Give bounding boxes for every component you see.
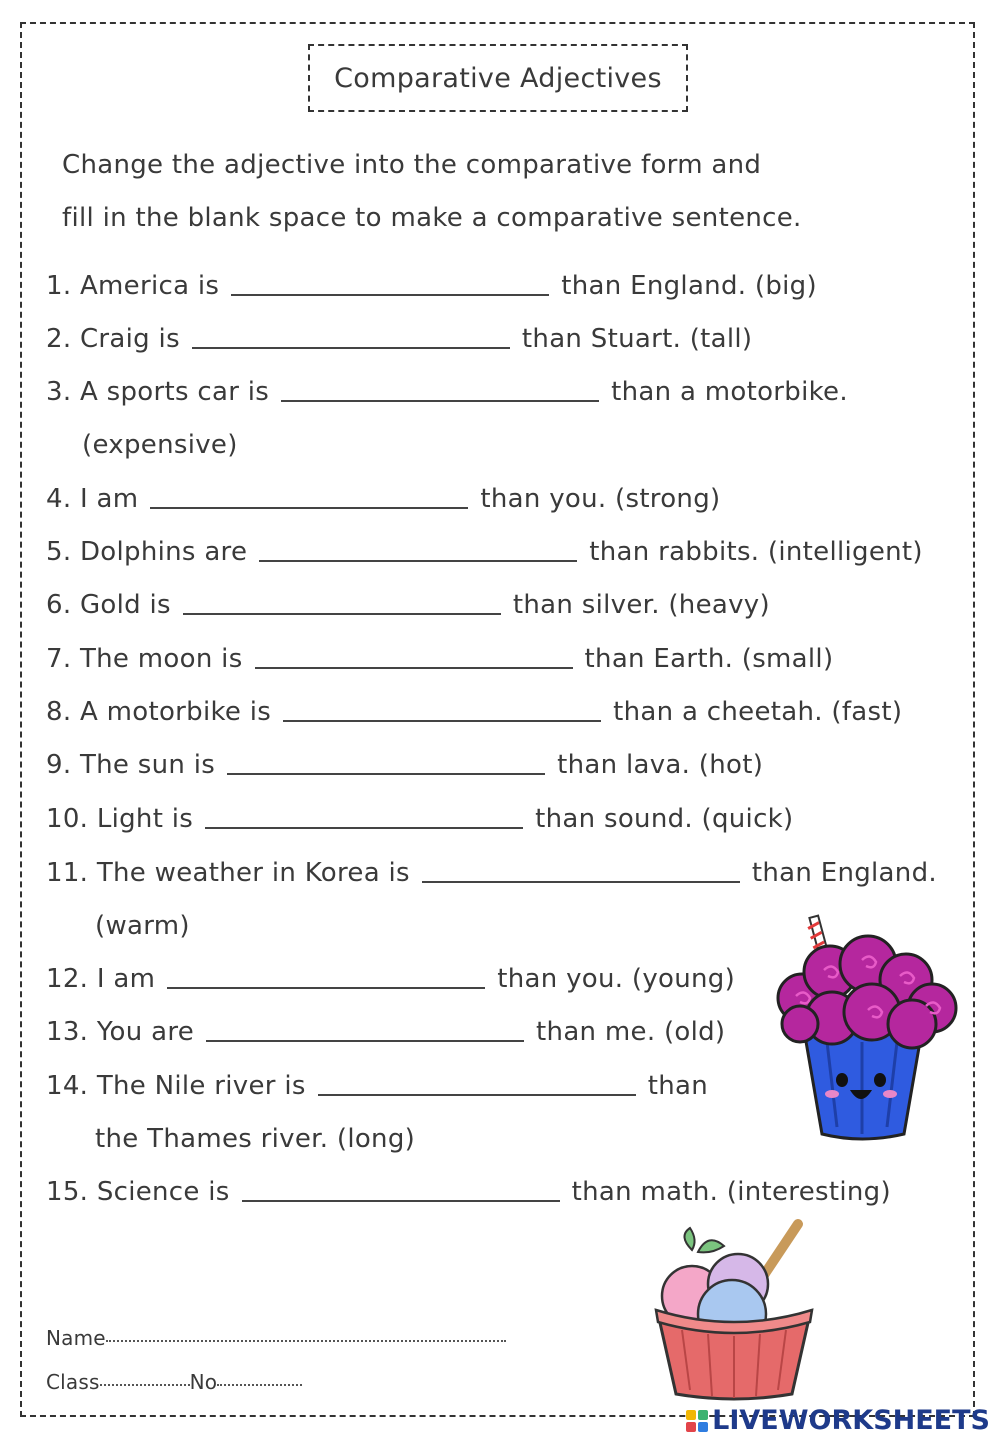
item-text: 12. I am (46, 964, 156, 994)
answer-blank[interactable] (281, 400, 599, 402)
answer-blank[interactable] (205, 827, 523, 829)
cupcake-illustration (772, 912, 964, 1144)
exercise-item-11 (46, 860, 937, 886)
answer-blank[interactable] (283, 720, 601, 722)
answer-blank[interactable] (318, 1094, 636, 1096)
name-blank[interactable] (106, 1340, 506, 1342)
item-text: than England. (big) (561, 271, 817, 301)
item-text: 8. A motorbike is (46, 697, 272, 727)
item-text: 6. Gold is (46, 590, 171, 620)
answer-blank[interactable] (183, 613, 501, 615)
item-text: 14. The Nile river is (46, 1071, 306, 1101)
item-text: 4. I am (46, 484, 139, 514)
item-text: than you. (young) (497, 964, 736, 994)
item-text: 9. The sun is (46, 750, 216, 780)
answer-blank[interactable] (422, 881, 740, 883)
item-continuation: (expensive) (82, 430, 238, 460)
answer-blank[interactable] (192, 347, 510, 349)
item-text: 15. Science is (46, 1177, 230, 1207)
exercise-item-15 (46, 1179, 891, 1205)
exercise-item-7 (46, 646, 833, 672)
item-text: 13. You are (46, 1017, 195, 1047)
answer-blank[interactable] (259, 560, 577, 562)
item-text: than Earth. (small) (584, 644, 834, 674)
name-field (46, 1328, 506, 1348)
answer-blank[interactable] (227, 773, 545, 775)
class-blank[interactable] (100, 1384, 190, 1386)
no-blank[interactable] (217, 1384, 302, 1386)
liveworksheets-logo (686, 1405, 990, 1436)
no-label: No (189, 1370, 218, 1394)
answer-blank[interactable] (167, 987, 485, 989)
item-text: 7. The moon is (46, 644, 243, 674)
exercise-item-1 (46, 273, 817, 299)
item-text: than math. (interesting) (571, 1177, 891, 1207)
class-field (46, 1372, 302, 1392)
spoon (762, 1224, 798, 1278)
answer-blank[interactable] (150, 507, 468, 509)
answer-blank[interactable] (231, 294, 549, 296)
answer-blank[interactable] (206, 1040, 524, 1042)
item-text: than a cheetah. (fast) (613, 697, 903, 727)
item-text: than lava. (hot) (557, 750, 764, 780)
exercise-item-4 (46, 486, 720, 512)
item-text: than England. (751, 858, 937, 888)
item-text: than you. (strong) (480, 484, 721, 514)
item-text: than Stuart. (tall) (521, 324, 753, 354)
item-text: 3. A sports car is (46, 377, 270, 407)
item-text: 10. Light is (46, 804, 194, 834)
exercise-item-2 (46, 326, 752, 352)
instruction-line-1: Change the adjective into the comparative form and (62, 150, 762, 180)
item-text: than me. (old) (536, 1017, 726, 1047)
worksheet-title: Comparative Adjectives (308, 44, 688, 112)
item-text: 1. America is (46, 271, 220, 301)
instruction-line-2: fill in the blank space to make a comparative sentence. (62, 203, 802, 233)
item-text: 2. Craig is (46, 324, 180, 354)
exercise-item-8 (46, 699, 902, 725)
logo-text: LIVEWORKSHEETS (712, 1405, 990, 1436)
answer-blank[interactable] (255, 667, 573, 669)
name-label: Name (46, 1326, 106, 1350)
item-text: than rabbits. (intelligent) (589, 537, 923, 567)
item-text: 11. The weather in Korea is (46, 858, 410, 888)
exercise-item-13 (46, 1019, 725, 1045)
item-text: than (647, 1071, 709, 1101)
item-continuation: (warm) (95, 911, 190, 941)
item-text: than silver. (heavy) (512, 590, 770, 620)
exercise-item-10 (46, 806, 793, 832)
exercise-item-3 (46, 379, 848, 405)
exercise-item-9 (46, 752, 763, 778)
item-text: 5. Dolphins are (46, 537, 248, 567)
exercise-item-14 (46, 1073, 708, 1099)
logo-icon (686, 1410, 708, 1432)
exercise-item-6 (46, 592, 770, 618)
exercise-item-5 (46, 539, 923, 565)
ice-cream-illustration (652, 1218, 816, 1402)
exercise-item-12 (46, 966, 735, 992)
item-text: than sound. (quick) (535, 804, 794, 834)
item-continuation: the Thames river. (long) (95, 1124, 416, 1154)
class-label: Class (46, 1370, 100, 1394)
answer-blank[interactable] (242, 1200, 560, 1202)
item-text: than a motorbike. (611, 377, 848, 407)
